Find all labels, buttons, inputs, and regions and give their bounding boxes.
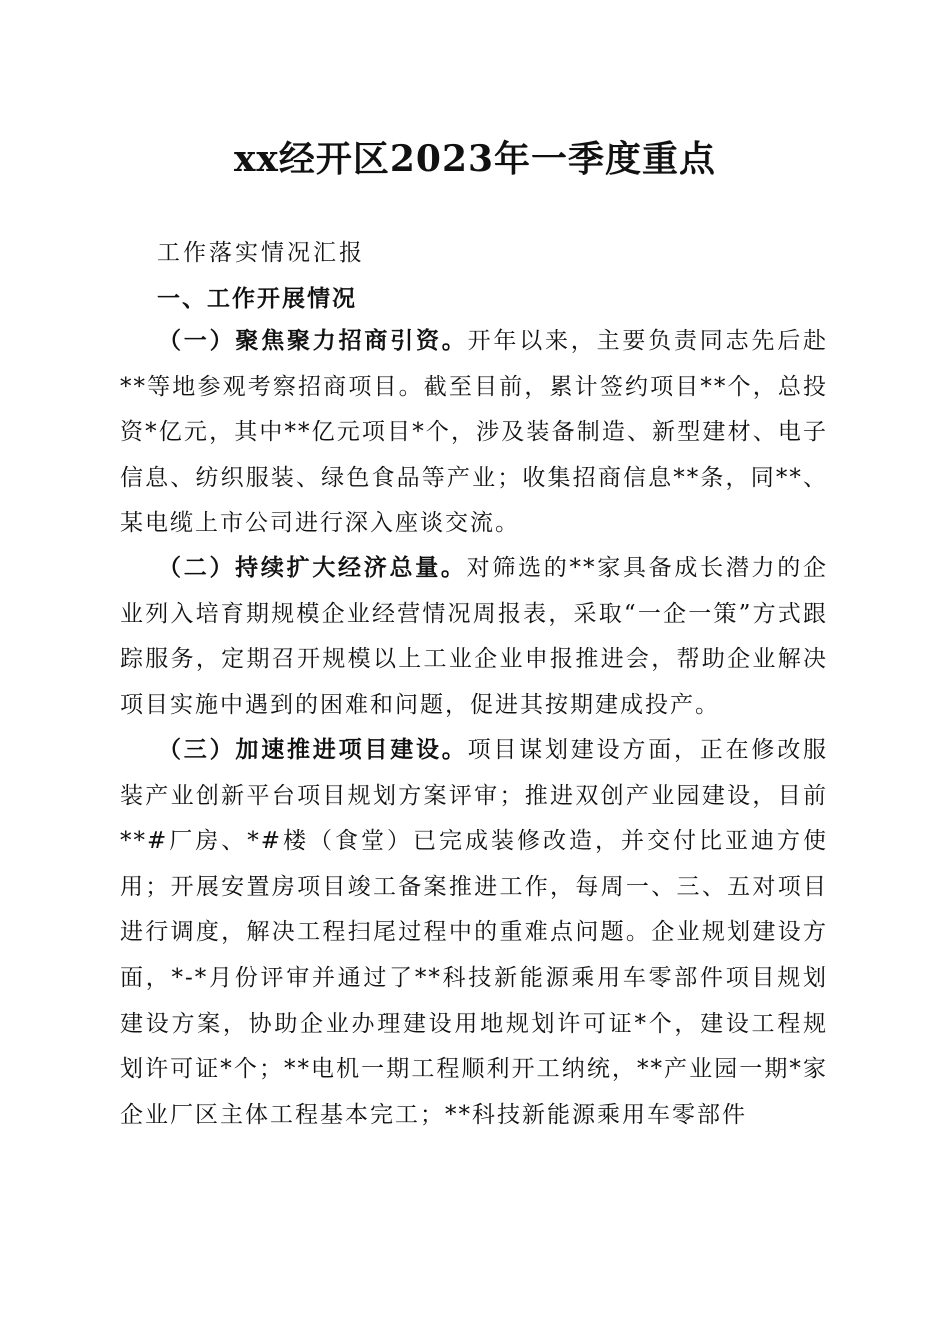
paragraph-lead: （二）持续扩大经济总量。	[158, 554, 467, 581]
paragraph-body: 开年以来，主要负责同志先后赴**等地参观考察招商项目。截至目前，累计签约项目**个，总投资*亿元，其中**亿元项目*个，涉及装备制造、新型建材、电子信息、纺织服装、绿色食品等产业；收集招商信息**条，同**、某电缆上市公司进行深入座谈交流。	[120, 328, 829, 537]
paragraph-investment	[120, 318, 828, 547]
document-title: xx经开区2023年一季度重点	[233, 138, 717, 180]
paragraph-lead: （一）聚焦聚力招商引资。	[158, 327, 468, 354]
document-subtitle: 工作落实情况汇报	[157, 240, 365, 266]
paragraph-projects	[120, 727, 828, 1138]
paragraph-economy	[120, 545, 828, 728]
paragraph-body: 对筛选的**家具备成长潜力的企业列入培育期规模企业经营情况周报表，采取“一企一策”方式跟踪服务，定期召开规模以上工业企业申报推进会，帮助企业解决项目实施中遇到的困难和问题，促进其按期建成投产。	[120, 555, 829, 718]
section-heading: 一、工作开展情况	[157, 286, 357, 312]
paragraph-lead: （三）加速推进项目建设。	[158, 736, 468, 763]
paragraph-body: 项目谋划建设方面，正在修改服装产业创新平台项目规划方案评审；推进双创产业园建设，目前**#厂房、*#楼（食堂）已完成装修改造，并交付比亚迪方使用；开展安置房项目竣工备案推进工作，每周一、三、五对项目进行调度，解决工程扫尾过程中的重难点问题。企业规划建设方面，*-*月份评审并通过了**科技新能源乘用车零部件项目规划建设方案，协助企业办理建设用地规划许可证*个，建设工程规划许可证*个；**电机一期工程顺利开工纳统，**产业园一期*家企业厂区主体工程基本完工；**科技新能源乘用车零部件	[120, 737, 829, 1128]
